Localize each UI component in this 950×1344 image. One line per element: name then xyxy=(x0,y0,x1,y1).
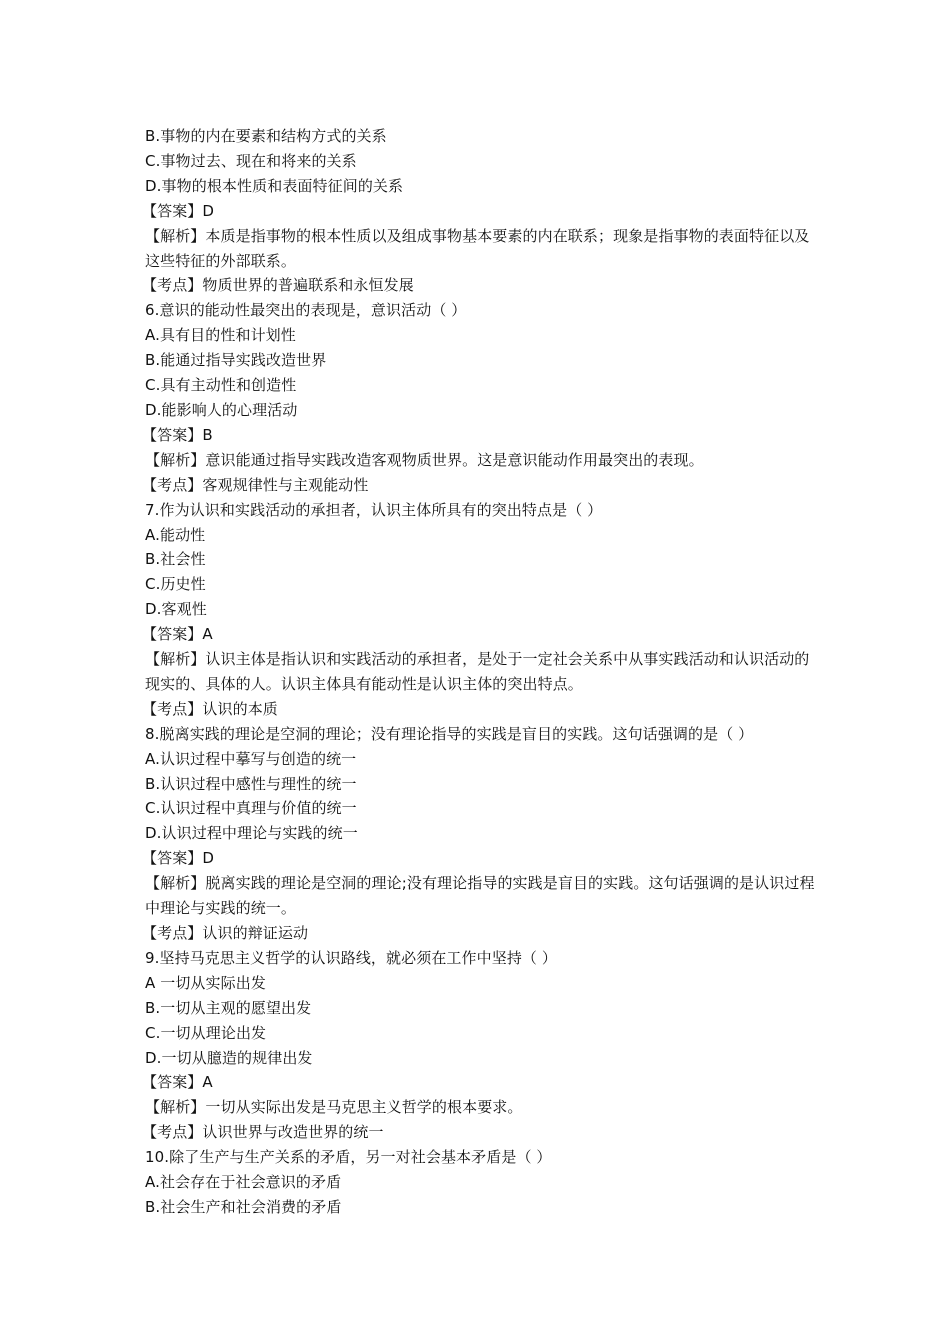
question-line: 6.意识的能动性最突出的表现是，意识活动（ ） xyxy=(145,301,467,320)
option-line: D.事物的根本性质和表面特征间的关系 xyxy=(145,176,404,195)
option-line: A.社会存在于社会意识的矛盾 xyxy=(145,1173,342,1192)
option-line: A 一切从实际出发 xyxy=(145,973,266,992)
topic-line: 【考点】物质世界的普遍联系和永恒发展 xyxy=(142,276,414,295)
answer-line: 【答案】D xyxy=(142,849,215,868)
answer-line: 【答案】D xyxy=(142,201,215,220)
topic-line: 【考点】认识的本质 xyxy=(142,699,278,718)
option-line: A.认识过程中摹写与创造的统一 xyxy=(145,749,357,768)
option-line: B.一切从主观的愿望出发 xyxy=(145,998,312,1017)
answer-line: 【答案】A xyxy=(142,625,213,644)
option-line: D.认识过程中理论与实践的统一 xyxy=(145,824,358,843)
analysis-paragraph: 【解析】一切从实际出发是马克思主义哲学的根本要求。 xyxy=(145,1098,523,1117)
answer-line: 【答案】A xyxy=(142,1073,213,1092)
analysis-paragraph: 【解析】认识主体是指认识和实践活动的承担者，是处于一定社会关系中从事实践活动和认识活动的现实的、具体的人。认识主体具有能动性是认识主体的突出特点。 xyxy=(145,650,810,693)
option-line: C.认识过程中真理与价值的统一 xyxy=(145,799,357,818)
topic-line: 【考点】认识的辩证运动 xyxy=(142,924,309,942)
answer-line: 【答案】B xyxy=(142,425,213,444)
option-line: A.能动性 xyxy=(145,525,206,544)
option-line: C.具有主动性和创造性 xyxy=(145,376,297,395)
option-line: B.社会性 xyxy=(145,550,206,569)
option-line: A.具有目的性和计划性 xyxy=(145,326,296,345)
option-line: B.社会生产和社会消费的矛盾 xyxy=(145,1197,342,1216)
question-line: 8.脱离实践的理论是空洞的理论；没有理论指导的实践是盲目的实践。这句话强调的是（ ） xyxy=(145,724,754,743)
option-line: B.认识过程中感性与理性的统一 xyxy=(145,774,357,793)
option-line: D.能影响人的心理活动 xyxy=(145,400,298,419)
topic-line: 【考点】认识世界与改造世界的统一 xyxy=(142,1123,384,1142)
topic-line: 【考点】客观规律性与主观能动性 xyxy=(142,475,369,494)
question-line: 9.坚持马克思主义哲学的认识路线，就必须在工作中坚持（ ） xyxy=(145,948,557,967)
analysis-paragraph: 【解析】意识能通过指导实践改造客观物质世界。这是意识能动作用最突出的表现。 xyxy=(145,450,704,469)
option-line: C.一切从理论出发 xyxy=(145,1023,267,1042)
question-line: 7.作为认识和实践活动的承担者，认识主体所具有的突出特点是（ ） xyxy=(145,500,603,519)
question-line: 10.除了生产与生产关系的矛盾，另一对社会基本矛盾是（ ） xyxy=(145,1148,552,1167)
option-line: D.客观性 xyxy=(145,600,207,619)
option-line: C.历史性 xyxy=(145,575,206,594)
document-body xyxy=(142,124,815,1220)
analysis-paragraph: 【解析】本质是指事物的根本性质以及组成事物基本要素的内在联系；现象是指事物的表面特征以及这些特征的外部联系。 xyxy=(145,226,810,270)
option-line: B.能通过指导实践改造世界 xyxy=(145,351,327,370)
option-line: D.一切从臆造的规律出发 xyxy=(145,1048,313,1067)
option-line: C.事物过去、现在和将来的关系 xyxy=(145,151,357,170)
option-line: B.事物的内在要素和结构方式的关系 xyxy=(145,127,387,145)
analysis-paragraph: 【解析】脱离实践的理论是空洞的理论;没有理论指导的实践是盲目的实践。这句话强调的是认识过程中理论与实践的统一。 xyxy=(145,874,815,918)
